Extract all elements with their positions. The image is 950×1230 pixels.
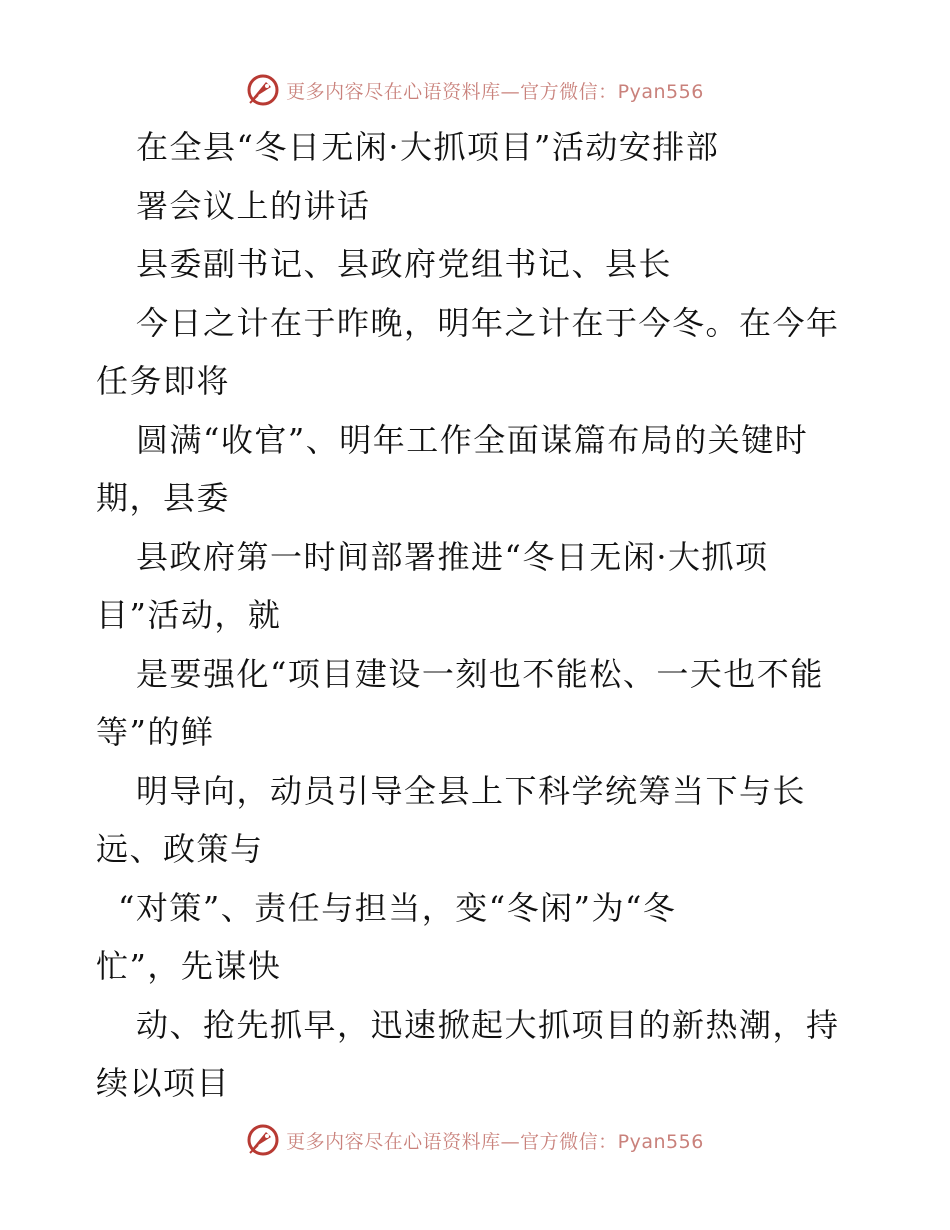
document-body [96, 118, 876, 1113]
watermark-text: 更多内容尽在心语资料库—官方微信：Pyan556 [286, 80, 704, 103]
paragraph-line: 远、政策与 [96, 830, 264, 868]
paragraph-line: “对策”、责任与担当，变“冬闲”为“冬 [118, 888, 677, 927]
pen-nib-logo-icon [246, 73, 280, 107]
title-line-1: 在全县“冬日无闲·大抓项目”活动安排部 [136, 128, 720, 166]
paragraph-line: 是要强化“项目建设一刻也不能松、一天也不能 [136, 654, 824, 693]
paragraph-line: 任务即将 [96, 362, 231, 400]
pen-nib-logo-icon [246, 1123, 280, 1157]
speaker-line: 县委副书记、县政府党组书记、县长 [136, 245, 673, 283]
paragraph-line: 明导向，动员引导全县上下科学统筹当下与长 [136, 771, 807, 810]
paragraph-line: 期，县委 [96, 479, 231, 517]
paragraph-line: 目”活动，就 [96, 596, 282, 634]
paragraph-line: 续以项目 [96, 1064, 231, 1102]
paragraph-line: 今日之计在于昨晚，明年之计在于今冬。在今年 [136, 303, 840, 342]
paragraph-line: 等”的鲜 [96, 713, 215, 751]
watermark-footer [0, 1120, 950, 1160]
paragraph-line: 动、抢先抓早，迅速掀起大抓项目的新热潮，持 [136, 1005, 840, 1044]
paragraph-line: 圆满“收官”、明年工作全面谋篇布局的关键时 [136, 420, 809, 459]
title-line-2: 署会议上的讲话 [136, 186, 371, 225]
paragraph-line: 忙”，先谋快 [96, 947, 282, 985]
watermark-text: 更多内容尽在心语资料库—官方微信：Pyan556 [286, 1130, 704, 1153]
watermark-header [0, 70, 950, 110]
paragraph-line: 县政府第一时间部署推进“冬日无闲·大抓项 [136, 537, 769, 576]
